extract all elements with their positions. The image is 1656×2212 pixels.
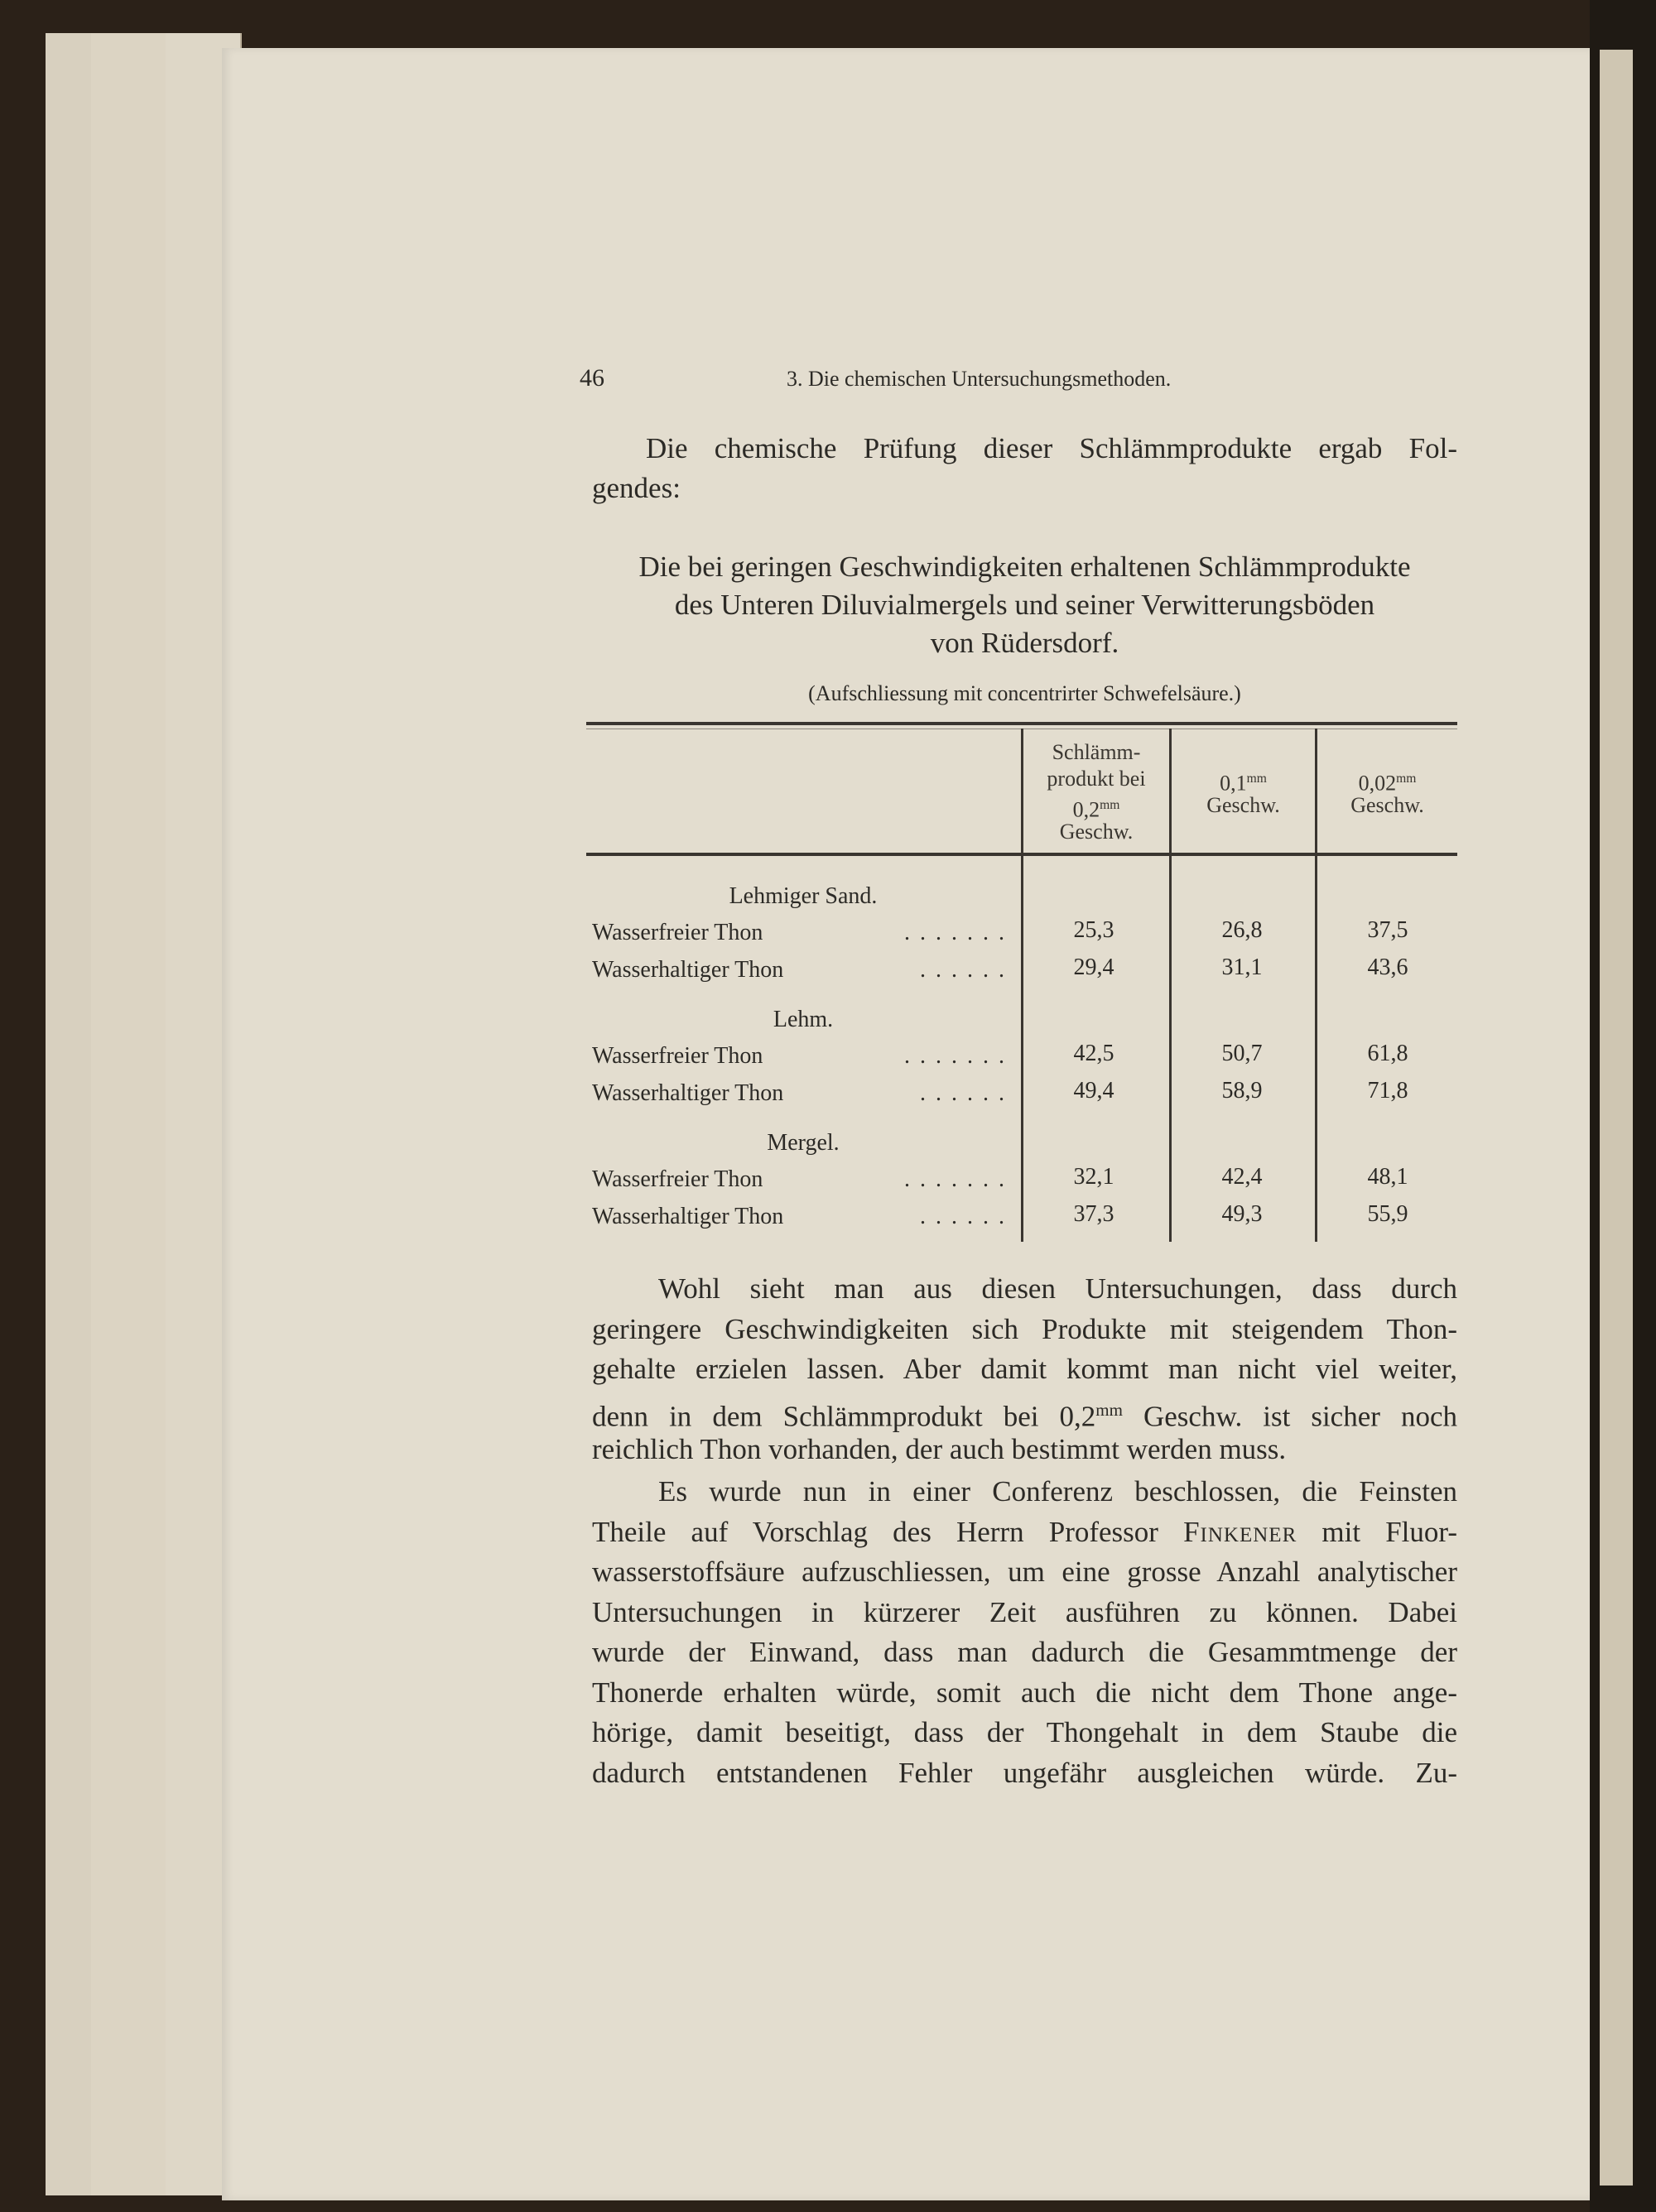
leader-dots: ....... [904, 1043, 1014, 1069]
title-line: Die bei geringen Geschwindigkeiten erhaltenen Schlämmprodukte [638, 551, 1411, 583]
column-header-line [1023, 819, 1169, 845]
leader-dots: ....... [904, 920, 1014, 945]
table-cell-value: 48,1 [1367, 1164, 1408, 1190]
leader-dots: ....... [904, 1166, 1014, 1192]
text-line: denn in dem Schlämmprodukt bei $0,2^{mm}$ Geschw. ist sicher noch [592, 1399, 1457, 1433]
table-subtitle: (Aufschliessung mit concentrirter Schwefelsäure.) [808, 681, 1241, 705]
table-cell-value: 43,6 [1367, 955, 1408, 980]
column-header-line [1317, 792, 1457, 819]
column-header-text: produkt bei [1047, 767, 1146, 791]
table-row [592, 1040, 1014, 1073]
row-label: Wasserfreier Thon [592, 1166, 763, 1192]
table-cell-value: 37,5 [1367, 917, 1408, 943]
title-line: von Rüdersdorf. [930, 627, 1119, 659]
text-line: wurde der Einwand, dass man dadurch die Gesammtmenge der [592, 1636, 1457, 1668]
text-line: gendes: [592, 472, 681, 504]
group-heading: Lehm. [773, 1007, 834, 1032]
table-cell-value: 37,3 [1073, 1201, 1114, 1227]
table-cell-value: 26,8 [1221, 917, 1263, 943]
row-label: Wasserfreier Thon [592, 1043, 763, 1069]
text-line: hörige, damit beseitigt, dass der Thongehalt in dem Staube die [592, 1716, 1457, 1748]
column-header-text: 0,02 [1358, 771, 1397, 796]
unit-superscript: mm [1100, 798, 1120, 812]
row-label: Wasserfreier Thon [592, 920, 763, 945]
column-header-text: 0,2 [1072, 797, 1100, 822]
table-row [592, 916, 1014, 950]
column-header-line [1023, 766, 1169, 792]
group-heading: Mergel. [767, 1130, 840, 1156]
row-label: Wasserhaltiger Thon [592, 1080, 784, 1106]
column-header-text: Geschw. [1350, 793, 1424, 817]
page-number: 46 [580, 364, 604, 392]
unit-superscript: mm [1246, 772, 1267, 786]
table-row [592, 1077, 1014, 1110]
column-header-text: Schlämm- [1052, 740, 1141, 764]
table-row [592, 1163, 1014, 1196]
table-cell-value: 71,8 [1367, 1078, 1408, 1104]
column-header-text: Geschw. [1059, 820, 1134, 844]
column-header-line [1023, 739, 1169, 766]
unit-superscript: mm [1095, 1399, 1123, 1420]
table-cell-value: 49,3 [1221, 1201, 1263, 1227]
table-cell-value: 61,8 [1367, 1041, 1408, 1066]
text-line: dadurch entstandenen Fehler ungefähr ausgleichen würde. Zu- [592, 1756, 1457, 1789]
author-name: Finkener [1183, 1515, 1297, 1548]
row-label: Wasserhaltiger Thon [592, 957, 784, 983]
text-line: reichlich Thon vorhanden, der auch bestimmt werden muss. [592, 1433, 1287, 1465]
table-cell-value: 31,1 [1221, 955, 1263, 980]
leader-dots: ...... [920, 1080, 1014, 1106]
running-title: 3. Die chemischen Untersuchungsmethoden. [787, 367, 1172, 391]
table-cell-value: 32,1 [1073, 1164, 1114, 1190]
text-line: Die chemische Prüfung dieser Schlämmprodukte ergab Fol- [646, 432, 1457, 464]
table-cell-value: 55,9 [1367, 1201, 1408, 1227]
text-line: Thonerde erhalten würde, somit auch die nicht dem Thone ange- [592, 1676, 1457, 1709]
text-line: Theile auf Vorschlag des Herrn Professor Finkener mit Fluor- [592, 1515, 1457, 1548]
table-row [592, 1200, 1014, 1233]
text-line: Wohl sieht man aus diesen Untersuchungen, dass durch [658, 1272, 1457, 1305]
text-line: Es wurde nun in einer Conferenz beschlossen, die Feinsten [658, 1475, 1457, 1508]
text-line: wasserstoffsäure aufzuschliessen, um eine grosse Anzahl analytischer [592, 1556, 1457, 1588]
table-cell-value: 58,9 [1221, 1078, 1263, 1104]
unit-superscript: mm [1396, 772, 1417, 786]
text-line: geringere Geschwindigkeiten sich Produkte mit steigendem Thon- [592, 1312, 1457, 1345]
row-label: Wasserhaltiger Thon [592, 1204, 784, 1229]
table-row [592, 954, 1014, 987]
table-cell-value: 25,3 [1073, 917, 1114, 943]
table-cell-value: 42,5 [1073, 1041, 1114, 1066]
column-header-text: 0,1 [1220, 771, 1247, 796]
table-top-rule [586, 722, 1457, 725]
next-page-edge [1590, 0, 1656, 2212]
table-cell-value: 42,4 [1221, 1164, 1263, 1190]
table-cell-value: 29,4 [1073, 955, 1114, 980]
group-heading: Lehmiger Sand. [729, 883, 878, 909]
column-header-text: Geschw. [1206, 793, 1280, 817]
text-line: Untersuchungen in kürzerer Zeit ausführen zu können. Dabei [592, 1595, 1457, 1628]
table-cell-value: 49,4 [1073, 1078, 1114, 1104]
table-cell-value: 50,7 [1221, 1041, 1263, 1066]
text-line: gehalte erzielen lassen. Aber damit kommt man nicht viel weiter, [592, 1353, 1457, 1385]
title-line: des Unteren Diluvialmergels und seiner Verwitterungsböden [674, 589, 1375, 621]
leader-dots: ...... [920, 957, 1014, 983]
leader-dots: ...... [920, 1204, 1014, 1229]
column-header-line [1172, 792, 1315, 819]
